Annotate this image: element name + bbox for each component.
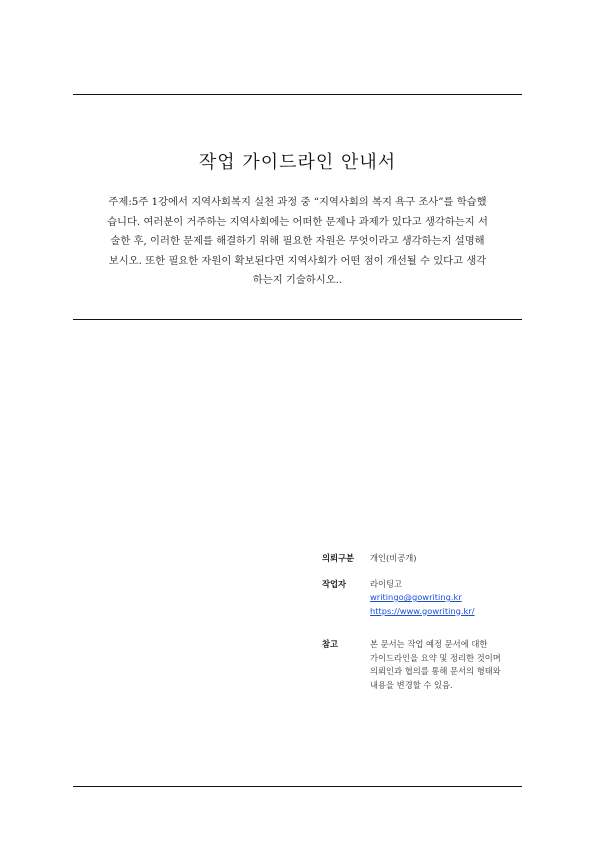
prompt-line: 술한 후, 이러한 문제를 해결하기 위해 필요한 자원은 무엇이라고 생각하는지 설명해 xyxy=(110,235,485,247)
note-line: 가이드라인을 요약 및 정리한 것이며 xyxy=(370,652,501,663)
author-name: 라이팅고 xyxy=(370,578,403,589)
author-website-link[interactable]: https://www.gowriting.kr/ xyxy=(370,605,475,616)
note-text xyxy=(370,638,532,692)
prompt-line: 주제:5주 1강에서 지역사회복지 실천 과정 중 “지역사회의 복지 욕구 조사”를 학습했 xyxy=(108,196,487,208)
client-row xyxy=(322,552,532,566)
assignment-prompt xyxy=(81,193,514,291)
document-meta xyxy=(322,552,532,704)
author-info xyxy=(370,578,532,619)
note-label: 참고 xyxy=(322,639,339,649)
prompt-line: 보시오. 또한 필요한 자원이 확보된다면 지역사회가 어떤 점이 개선될 수 있다고 생각 xyxy=(108,254,487,267)
bottom-divider xyxy=(73,786,522,787)
prompt-line: 습니다. 여러분이 거주하는 지역사회에는 어떠한 문제나 과제가 있다고 생각하는지 서 xyxy=(107,215,488,228)
author-email-link[interactable]: writingo@gowriting.kr xyxy=(370,592,462,602)
document-title: 작업 가이드라인 안내서 xyxy=(198,152,397,173)
client-value: 개인(비공개) xyxy=(370,553,417,563)
author-row xyxy=(322,578,532,619)
top-divider xyxy=(73,94,522,95)
middle-divider xyxy=(73,319,522,320)
note-line: 의뢰인과 협의를 통해 문서의 형태와 xyxy=(370,666,501,676)
note-row xyxy=(322,638,532,692)
prompt-line: 하는지 기술하시오.. xyxy=(252,274,343,286)
note-line: 본 문서는 작업 예정 문서에 대한 xyxy=(370,639,488,649)
author-label: 작업자 xyxy=(322,578,347,589)
note-line: 내용을 변경할 수 있음. xyxy=(370,679,453,690)
client-label: 의뢰구분 xyxy=(322,553,355,563)
